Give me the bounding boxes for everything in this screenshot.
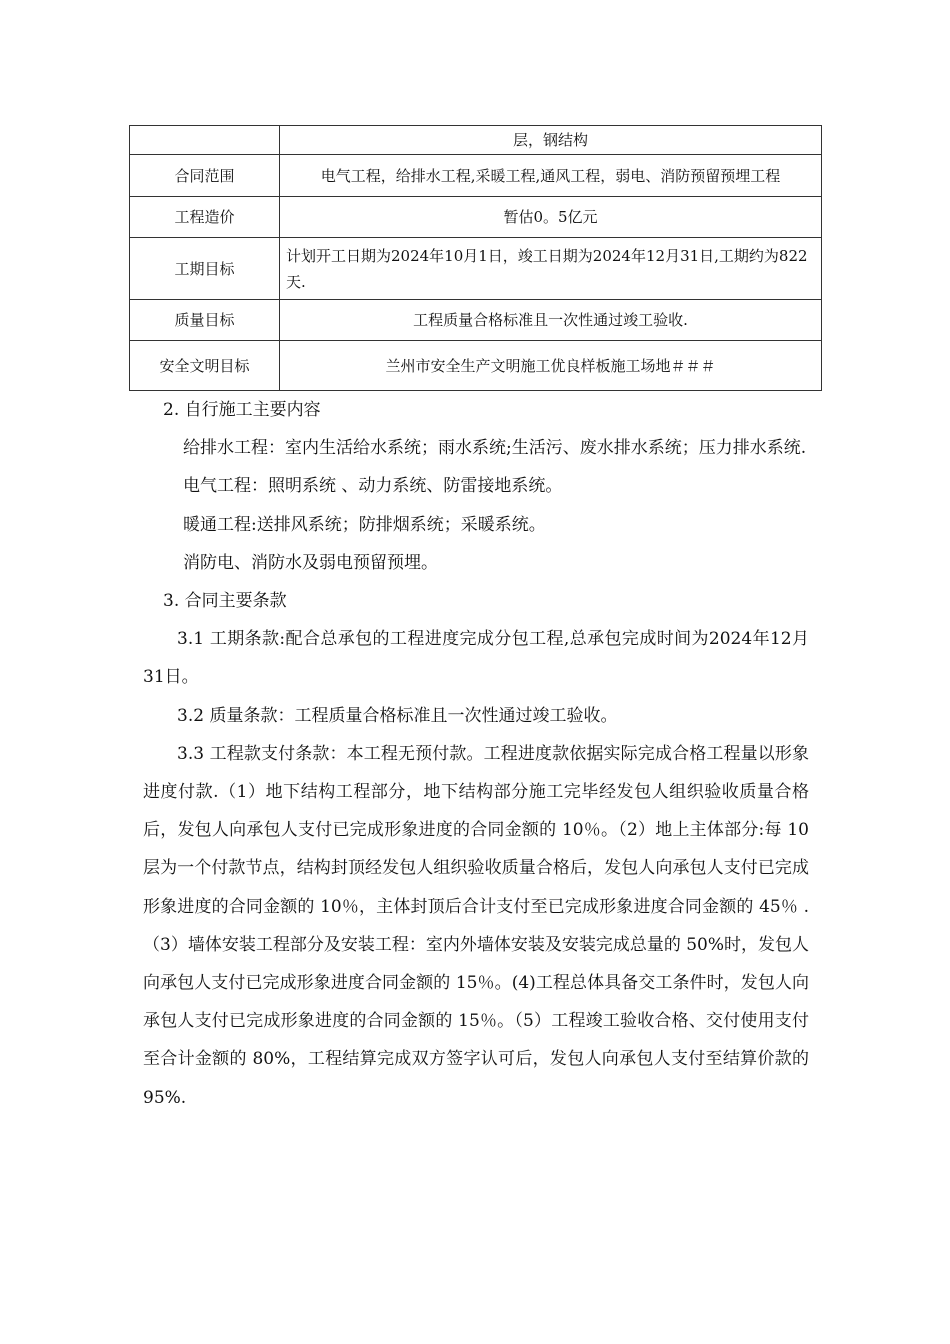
table-row bbox=[130, 341, 822, 391]
row-label: 质量目标 bbox=[130, 300, 280, 341]
row-value: 电气工程，给排水工程,采暖工程,通风工程，弱电、消防预留预埋工程 bbox=[280, 155, 822, 197]
paragraph: 3.2 质量条款：工程质量合格标准且一次性通过竣工验收。 bbox=[177, 705, 618, 726]
row-value: 计划开工日期为2024年10月1日，竣工日期为2024年12月31日,工期约为822天. bbox=[280, 238, 822, 300]
paragraph: 电气工程：照明系统 、动力系统、防雷接地系统。 bbox=[183, 476, 563, 497]
paragraph: 暖通工程:送排风系统；防排烟系统；采暖系统。 bbox=[183, 514, 546, 535]
body-text bbox=[143, 391, 809, 1117]
table-row bbox=[130, 238, 822, 300]
paragraph: 消防电、消防水及弱电预留预埋。 bbox=[183, 552, 438, 573]
row-label: 安全文明目标 bbox=[130, 341, 280, 391]
row-label: 工程造价 bbox=[130, 197, 280, 238]
row-label bbox=[130, 126, 280, 155]
row-label: 工期目标 bbox=[130, 238, 280, 300]
paragraph: 给排水工程：室内生活给水系统；雨水系统;生活污、废水排水系统；压力排水系统. bbox=[183, 438, 807, 459]
table-row bbox=[130, 126, 822, 155]
table-row bbox=[130, 155, 822, 197]
table-row bbox=[130, 300, 822, 341]
section-heading: 2. 自行施工主要内容 bbox=[163, 400, 321, 420]
table-row bbox=[130, 197, 822, 238]
row-label: 合同范围 bbox=[130, 155, 280, 197]
row-value: 层，钢结构 bbox=[280, 126, 822, 155]
row-value: 工程质量合格标准且一次性通过竣工验收. bbox=[280, 300, 822, 341]
project-info-table bbox=[129, 125, 822, 391]
section-heading: 3. 合同主要条款 bbox=[163, 591, 287, 612]
row-value: 兰州市安全生产文明施工优良样板施工场地＃＃＃ bbox=[280, 341, 822, 391]
paragraph: 3.1 工期条款:配合总承包的工程进度完成分包工程,总承包完成时间为2024年12月31日。 bbox=[143, 629, 809, 688]
row-value: 暂估0。5亿元 bbox=[280, 197, 822, 238]
paragraph: 3.3 工程款支付条款：本工程无预付款。工程进度款依据实际完成合格工程量以形象进度付款.（1）地下结构工程部分，地下结构部分施工完毕经发包人组织验收质量合格后，发包人向承包人支付已完成形象进度的合同金额的 10％。（2）地上主体部分:每 10 层为一个付款节点，结构封顶经发包人组织验收质量合格后，发包人向承包人支付已完成形象进度的合同金额的 10％，主体封顶后合计支付至已完成形象进度合同金额的 45％ .（3）墙体安装工程部分及安装工程：室内外墙体安装及安装完成总量的 50%时，发包人向承包人支付已完成形象进度合同金额的 15％。(4)工程总体具备交工条件时，发包人向承包人支付已完成形象进度的合同金额的 15％。（5）工程竣工验收合格、交付使用支付至合计金额的 80%，工程结算完成双方签字认可后，发包人向承包人支付至结算价款的 95%. bbox=[143, 743, 810, 1108]
